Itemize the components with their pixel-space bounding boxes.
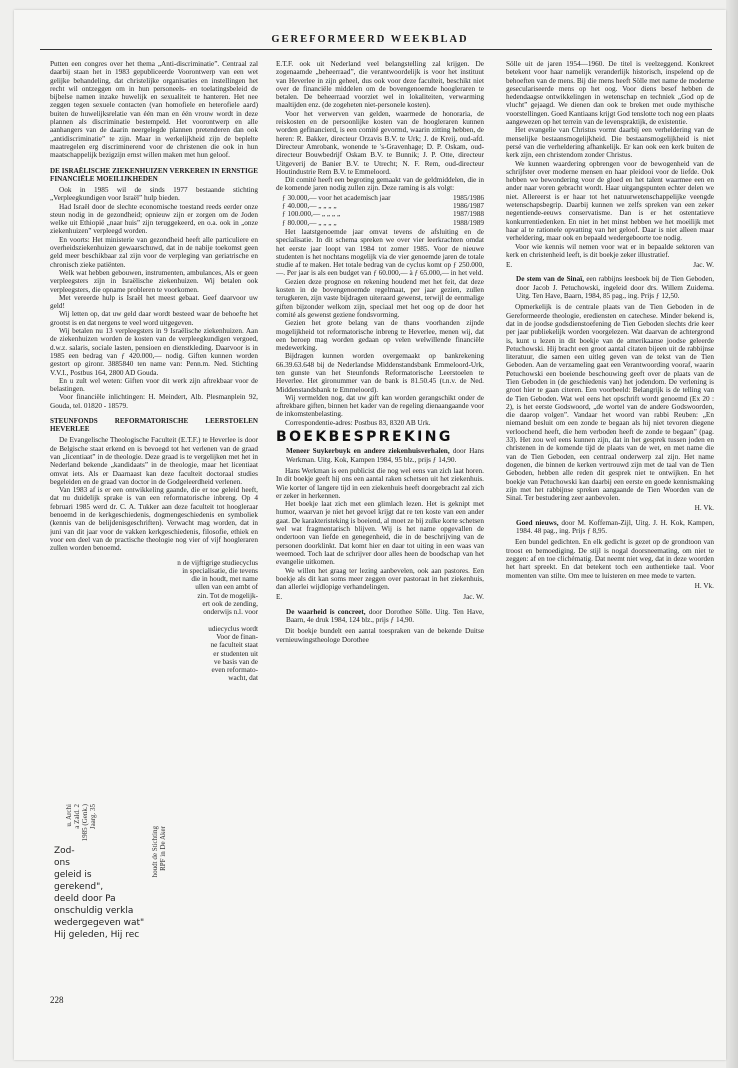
budget-amount: ƒ 40.000,— „ „ „ „ — [282, 202, 337, 211]
paragraph: Gezien het grote belang van de thans voorhanden zijnde mogelijkheid tot reformatorische inbreng te Heverlee, menen wij, dat een beroep mag worden gedaan op velen welwillende financiële medewerking. — [276, 319, 484, 353]
section-banner-boekbespreking: BOEKBESPREKING — [276, 429, 453, 446]
paragraph: We willen het graag ter lezing aanbevelen, ook aan pastores. Een boekje als dit kan soms meer zeggen over pastoraat in het ziekenhuis, dan allerlei wijdlopige verhandelingen. — [276, 566, 484, 592]
page-edge-shadow — [726, 0, 738, 1068]
running-header — [14, 34, 726, 45]
handwritten-line: wedergegeven wat" — [54, 918, 145, 928]
budget-amount: ƒ 80.000,— „ „ „ „ — [282, 218, 337, 227]
stamp-text: 1985 (Genk.) — [81, 804, 89, 842]
column-2 — [276, 60, 484, 995]
obscured-fragment-block — [50, 559, 258, 683]
magazine-page — [14, 10, 726, 1060]
review-heading — [506, 275, 714, 300]
section-heading: DE ISRAËLISCHE ZIEKENHUIZEN VERKEREN IN ERNSTIGE FINANCIËLE MOEILIJKHEDEN — [50, 166, 258, 183]
paragraph: Sölle uit de jaren 1954—1960. De titel is veelzeggend. Konkreet betekent voor haar namelijk veranderlijk historisch, inspelend op de behoeften van de mens. Bij die mens heeft Sölle met name de moderne geseculariseerde mens op het oog. Voor diens besef hebben de hedendaagse ontwikkelingen in wetenschap en techniek „God op de vlucht” gejaagd. We dienen dan ook te breken met oude mythische voorstellingen. Goed Kantiaans krijgt God tenslotte toch nog een plaats aangewezen op het terrein van de levenspraktijk, de existentie. — [506, 60, 714, 127]
paragraph: We kunnen waardering opbrengen voor de bewogenheid van de schrijfster over moderne mensen en haar pleidooi voor de liefde. Ook hebben we bewondering voor de gloed en het talent waarmee een en ander naar voren gebracht wordt. Haar uitgangspunten echter delen we niet. Allereerst is er haar tot het natuurwetenschappelijke veengde wetenschapsbegrip. Daarbij kunnen we zelfs spreken van een zeker negentiende-eeuws conservatisme. Dan is er het ostentatieve konkurrentiedenken. En niet in het minst hebben we het moeilijk met haar al te rationele opvatting van het geloof. Daar is niet alleen maar verheldering, maar ook en bepaald wedergeboorte toe nodig. — [506, 159, 714, 243]
handwritten-line: onschuldig verkla — [54, 906, 134, 916]
text-fragment: wacht, dat — [228, 674, 258, 683]
signature-author: H. Vk. — [694, 504, 714, 513]
budget-year: 1986/1987 — [452, 202, 484, 211]
text-fragment: even reformato- — [211, 666, 258, 675]
review-heading — [506, 519, 714, 536]
signature-author: H. Vk. — [694, 581, 714, 590]
handwritten-line: geleid is — [54, 870, 92, 880]
archive-stamp — [54, 804, 167, 898]
handwritten-line: gerekend", — [54, 882, 104, 892]
review-meta: door M. Koffeman-Zijl, Uitg. J. H. Kok, Kampen, 1984. 48 pag., ing. Prijs ƒ 8,95. — [516, 518, 714, 536]
paragraph: Hans Werkman is een publicist die nog wel eens van zich laat horen. In dit boekje geeft hij ons een aantal raken schetsen uit het ziekenhuis. Wie korter of langere tijd in een ziekenhuis heeft doorgebracht zal zich er zeker in herkennen. — [276, 466, 484, 500]
paragraph: De Evangelische Theologische Faculteit (E.T.F.) te Heverlee is door de Belgische staat erkend en is bevoegd tot het verlenen van de graad van „licentiaat” in de theologie. Deze graad is te vergelijken met het in Nederland bekende „kandidaats” in de theologie, maar het licentiaat omvat iets. Als er Daarnaast kan deze faculteit doctoraal studies begeleiden en de graad van doctor in de Godgeleerdheid verlenen. — [50, 436, 258, 486]
stamp-text: u. Archi — [65, 804, 73, 827]
signature-initial: E. — [276, 593, 283, 602]
review-heading — [276, 447, 484, 464]
paragraph: Wij letten op, dat uw geld daar wordt besteed waar de behoefte het grootst is en dat nergens te veel word uitgegeven. — [50, 310, 258, 327]
paragraph: Dit boekje bundelt een aantal toespraken van de bekende Duitse vernieuwingstheologe Dorothee — [276, 627, 484, 644]
review-signature — [506, 582, 714, 590]
text-fragment: n de vijftigrige studiecyclus — [177, 558, 258, 567]
page-number: 228 — [50, 995, 64, 1005]
paragraph: Ook in 1985 wil de sinds 1977 bestaande stichting „Verpleegkundigen voor Israël” hulp bieden. — [50, 185, 258, 203]
budget-year: 1988/1989 — [452, 218, 484, 227]
stamp-text: houdt de Stichting — [151, 826, 159, 878]
paragraph: Met vereerde hulp is Israël het meest gebaat. Geef daarvoor uw geld! — [50, 293, 258, 311]
text-fragment: Voor de finan- — [216, 632, 258, 641]
paragraph: Wij betalen nu 13 verpleegsters in 9 Israëlische ziekenhuizen. Aan de ziekenhuizen worden de kosten van de verpleegkundigen vergoed, d.w.z. salaris, sociale lasten, pensioen en dienstkleding. Daarvoor is in 1985 een bedrag van ƒ 420.000,— nodig. Giften kunnen worden gestort op gironr. 3885840 ten name van: Penn.m. Ned. Stichting V.V.I., Postbus 164, 2800 AD Gouda. — [50, 327, 258, 377]
budget-row — [282, 202, 484, 210]
text-fragment: in specialisatie, die tevens — [182, 566, 258, 575]
paragraph: Voor financiële inlichtingen: H. Meindert, Alb. Plesmanplein 92, Gouda, tel. 01820 - 18579. — [50, 393, 258, 410]
stamp-text: Jaarg. 35 — [89, 804, 97, 830]
stamp-text: RPF in De Aker — [159, 826, 167, 871]
signature-initial: E. — [506, 261, 513, 270]
review-signature — [276, 593, 484, 601]
stamp-text: a Zald. 2 — [73, 804, 81, 829]
text-fragment: ert ook de zending, — [202, 600, 258, 609]
budget-year: 1985/1986 — [452, 193, 484, 202]
paragraph: En u zult wel weten: Giften voor dit werk zijn aftrekbaar voor de belastingen. — [50, 376, 258, 394]
review-meta: door Dorothee Sölle. Uitg. Ten Have, Baarn, 4e druk 1984, 124 blz., prijs ƒ 14,90. — [286, 607, 484, 624]
header-rule — [40, 49, 712, 50]
paragraph: Voor wie kennis wil nemen voor wat er in bepaalde sektoren van kerk en christenheid leeft, is dit boekje zeker illustratief. — [506, 242, 714, 259]
paragraph: Wij vermelden nog, dat uw gift kan worden gerangschikt onder de aftrekbare giften, binnen het kader van de regeling dienaangaande voor de inkomstenbelasting. — [276, 393, 484, 419]
signature-author: Jac. W. — [463, 593, 484, 602]
text-fragment: ve basis van de — [213, 657, 258, 666]
budget-row — [282, 194, 484, 202]
review-signature — [506, 261, 714, 269]
budget-row — [282, 210, 484, 218]
handwritten-line: Hij geleden, Hij rec — [54, 930, 140, 940]
handwritten-line: deeld door Pa — [54, 894, 116, 904]
paragraph: Voor het verwerven van gelden, waarmede de honoraria, de reiskosten en de persoonlijke kosten van de hoogleraren kunnen worden gefinancierd, is een comité gevormd, waarin zitting hebben, de heren: R. Bakker, directeur Orzavis B.V. te Urk; J. de Kreij, oud-afd. Directeur Amrobank, wonende te 's-Gravenhage; D. P. Oskam, oud-directeur Bouwbedrijf Oskam B.V. te Bunnik; J. P. Otte, directeur Uitgeverij de Banier B.V. te Utrecht; N. F. Rem, oud-directeur Houtindustrie Rem B.V. te Emmeloord. — [276, 109, 484, 176]
text-fragment: udiecyclus wordt — [208, 624, 258, 633]
paragraph: Van 1983 af is er een ontwikkeling gaande, die er toe geleid heeft, dat nu duidelijk sprake is van een reformatorische inbreng. Op 4 februari 1985 werd dr. C. A. Tukker aan deze faculteit tot hoogleraar benoemd in de kerkgeschiedenis, dogmengeschiedenis en symboliek (kennis van de belijdenisgeschriften). Verwacht mag worden, dat in juni van dit jaar voor de vakken kerkgeschiedenis, filosofie, ethiek en voor een deel van de practische theologie nog vier of vijf hoogleraren zullen worden benoemd. — [50, 486, 258, 553]
budget-row — [282, 219, 484, 227]
text-fragment: ne faculteit staat — [210, 641, 258, 650]
paragraph: Welk wat hebben gebouwen, instrumenten, ambulances, Als er geen verpleegsters zijn in Israëlische ziekenhuizen. Wij betalen ook verpleegsters, die opname probleren te voorkomen. — [50, 268, 258, 294]
review-title: De waarheid is concreet, — [286, 607, 366, 616]
budget-amount: ƒ 30.000,— voor het academisch jaar — [282, 193, 391, 202]
paragraph: Het boekje laat zich met een glimlach lezen. Het is geknipt met humor, waarvan je niet het gevoel krijgt dat re ten koste van een ander gaat. De karakteristeking is boeiend, al moet ze bij zulke korte schetsen wel wat fragmentarisch blijven. Wij is het name opgevallen de ondertoon van liefde en genegenheid, die in de beschrijving van de personen doorklinkt. Dat komt hier en daar tot uiting in een waas van weemoed. Toch laat de schrijver door alles heen de boodschap van het evangelie uitkomen. — [276, 500, 484, 567]
budget-year: 1987/1988 — [452, 210, 484, 219]
paragraph: Dit comité heeft een begroting gemaakt van de geldmiddelen, die in de komende jaren nodig zullen zijn. Deze raming is als volgt: — [276, 176, 484, 193]
paragraph: Bijdragen kunnen worden overgemaakt op bankrekening 66.39.63.648 bij de Nederlandse Middenstandsbank Emmeloord-Urk, ten gunste van het Steunfonds Reformatorische Leerstoelen te Heverlee. Het gironummer van de bank is 81.50.45 (t.n.v. de Ned. Middenstandsbank te Emmeloord). — [276, 352, 484, 394]
paragraph: Een bundel gedichten. En elk gedicht is gezet op de grondtoon van troost en bemoediging. De stijl is nogal doorsneemating, om niet te zeggen: af en toe clichématig. Dat neemt niet weg, dat in deze woorden het hart spreekt. En dat betekent toch een authentieke taal. Voor momenten van stilte. Om mee te luisteren en mee mede te varten. — [506, 538, 714, 580]
text-fragment: ullen van een ambt of — [195, 583, 258, 592]
paragraph: Gezien deze prognose en rekening houdend met het feit, dat deze kosten in de bovengenoemde regelmaat, per jaar gezien, zullen terugkeren, zijn vaste bijdragen uiteraard gewenst, terwijl de eenmalige giften bijzonder welkom zijn, speciaal met het oog op de door het comité als gewenst gezienе fondsvorming. — [276, 277, 484, 319]
review-meta: een rabbijns leesboek bij de Tien Geboden, door Jacob J. Petuchowski, ingeleid door drs. Willem Zuidema. Uitg. Ten Have, Baarn, 1984, 85 pag., ing. Prijs ƒ 12,50. — [516, 275, 714, 301]
publication-title: GEREFORMEERD WEEKBLAD — [271, 34, 469, 45]
section-heading: STEUNFONDS REFORMATORISCHE LEERSTOELEN HEVERLEE — [50, 416, 258, 434]
text-fragment: zin. Tot de mogelijk- — [197, 591, 258, 600]
review-signature — [506, 504, 714, 512]
review-meta: door Hans Werkman. Uitg. Kok, Kampen 1984, 95 blz., prijs ƒ 14,90. — [286, 447, 484, 464]
paragraph: Het laatstgenoemde jaar omvat tevens de afsluiting en de specialisatie. In dit schema spreken we over vier leerkrachten omdat het eerste jaar loopt van 1984 tot zomer 1985. Voor de nieuwe studenten is het nochtans mogelijk via de vier genoemde jaren de totale studie af te maken. Het totale bedrag van de cyclus komt op ƒ 250.000,—. Per jaar is als een budget van ƒ 60.000,— à ƒ 65.000,— in het veld. — [276, 227, 484, 278]
paragraph: Opmerkelijk is de centrale plaats van de Tien Geboden in de Gereformeerde theologie, erediensten en catechese. Minder bekend is, dat in de joodse godsdienstoefening de Tien Geboden slechts drie keer per jaar publiekelijk worden voorgelezen. Wat daarvan de achtergrond is, kunt u lezen in dit boekje van de amerikaanse joodse geleerde Petuchowski. Hij bracht een groot aantal citaten bijeen uit de rabbijnse literatuur, die samen een uitleg geven van de tekst van de Tien Geboden. Aan de verzameling gaat een Verantwoording vooraf, waarin Petuchowski een boeiende beschouwing geeft over de plaats van de Tien Geboden in (de geschiedenis van) het jodendom. De verlening is groot hier te gaan citeren. Een voorbeeld: Belangrijk is de telling van de Tien Geboden. Wat wel eens het opschrift wordt genoemd (Ex 20 : 2), is het eerste Godswoord, „de wortel van de andere Godswoorden, die daarop volgen”. Vandaar het woord van rabbi Reuben: „En niemand besluit om een zonde te begaan als hij niet tevoren diegene verloochend heeft, die hem verboden heeft de zonde te begaan” (pag. 33). Het zou wel eens kunnen zijn, dat in het gesprek tussen joden en christenen in de komende tijd de plaats van de wet, en met name die van de Tien Geboden, een centraal onderwerp zal zijn. Het name dogenen, die binnen de kerken vertrouwd zijn met de taal van de Tien Geboden, hebben alle reden dit gesprek niet te ontwijken. En het boekje van Petuchowski kan daarbij een eerste en goede kennismaking zijn met het rabbijnse spreken aangaande de Tien Woorden van de Sinaï. Ter bestudering zeer aanbevolen. — [506, 303, 714, 503]
handwritten-line: ons — [54, 858, 70, 868]
review-title: Goed nieuws, — [516, 518, 559, 527]
handwritten-line: Zod- — [54, 846, 75, 856]
paragraph: Putten een congres over het thema „Anti-discriminatie”. Centraal zal daarbij staan het in 1983 gepubliceerde Voorontwerp van een wet gelijke behandeling, dat christelijke organisaties en instellingen het recht wil ontzeggen om in hun personeels- en toelatingsbeleid de bijbelse namen inzake huwelijk en sexualiteit te hanteren. Het nee zeggen tegen sexuele contacten (van homofiele en heterofiele aard) buiten de huwelijksrelatie van één man en één vrouw wordt in deze plannen als discriminatie bestempeld. Het voorontwerp en alle aanhangers van de daarin neergelegde plannen pretenderen dan ook „antidiscriminatie” te zijn. Maar in werkelijkheid zijn de beplelte maatregelen erg discriminerend voor de christenen die ook in hun maatschappelijk bezigzijn ernst willen maken met hun geloof. — [50, 60, 258, 160]
paragraph: Correspondentie-adres: Postbus 83, 8320 AB Urk. — [285, 418, 431, 427]
paragraph: Had Israël door de slechte economische toestand reeds eerder onze steun nodig in de gezondheid; opnieuw zijn er zorgen om de Joden welke uit Ethiopië „naar huis” zijn teruggekeerd, en o.a. ook in „onze ziekenhuizen” verpleegd worden. — [50, 202, 258, 236]
budget-amount: ƒ 100.000,— „ „ „ „ — [282, 210, 341, 219]
column-3 — [506, 60, 714, 995]
review-title: De stem van de Sinaï, — [516, 275, 585, 284]
budget-table — [282, 194, 484, 227]
paragraph: E.T.F. ook uit Nederland veel belangstelling zal krijgen. De zogenaamde „beheerraad”, die verantwoordelijk is voor het instituut van Heverlee in zijn geheel, dus ook voor deze faculteit, beschikt niet over de financiële middelen om de bovengenoemde hoogleraren te betalen. De beheerraad voorziet wel in lokaliteiten, verwarming maaltijden enz. (de zogeheten niet-personele kosten). — [276, 60, 484, 110]
text-fragment: die in houdt, met name — [191, 575, 258, 584]
review-title: Meneer Suykerbuyk en andere ziekenhuisverhalen, — [286, 447, 450, 456]
paragraph: Het evangelie van Christus vormt daarbij een verheldering van de menselijke bestaansmogelijkheid. Die bestaansmogelijkheid is niet persé van die verheldering afhankelijk. Er kan ook een kerk buiten de kerk zijn, een christendom zonder Christus. — [506, 126, 714, 160]
paragraph: En voorts: Het ministerie van gezondheid heeft alle particuliere en overheidsziekenhuizen gewaarschuwd, dat in de nabije toekomst geen geld meer beschikbaar zal zijn voor de verpleging van geriatrische en chronisch zieke patiënten. — [50, 235, 258, 269]
review-heading — [276, 608, 484, 625]
text-fragment: er studenten uit — [213, 649, 258, 658]
signature-author: Jac. W. — [693, 261, 714, 270]
text-fragment: onderwijs n.l. voor — [203, 608, 258, 617]
